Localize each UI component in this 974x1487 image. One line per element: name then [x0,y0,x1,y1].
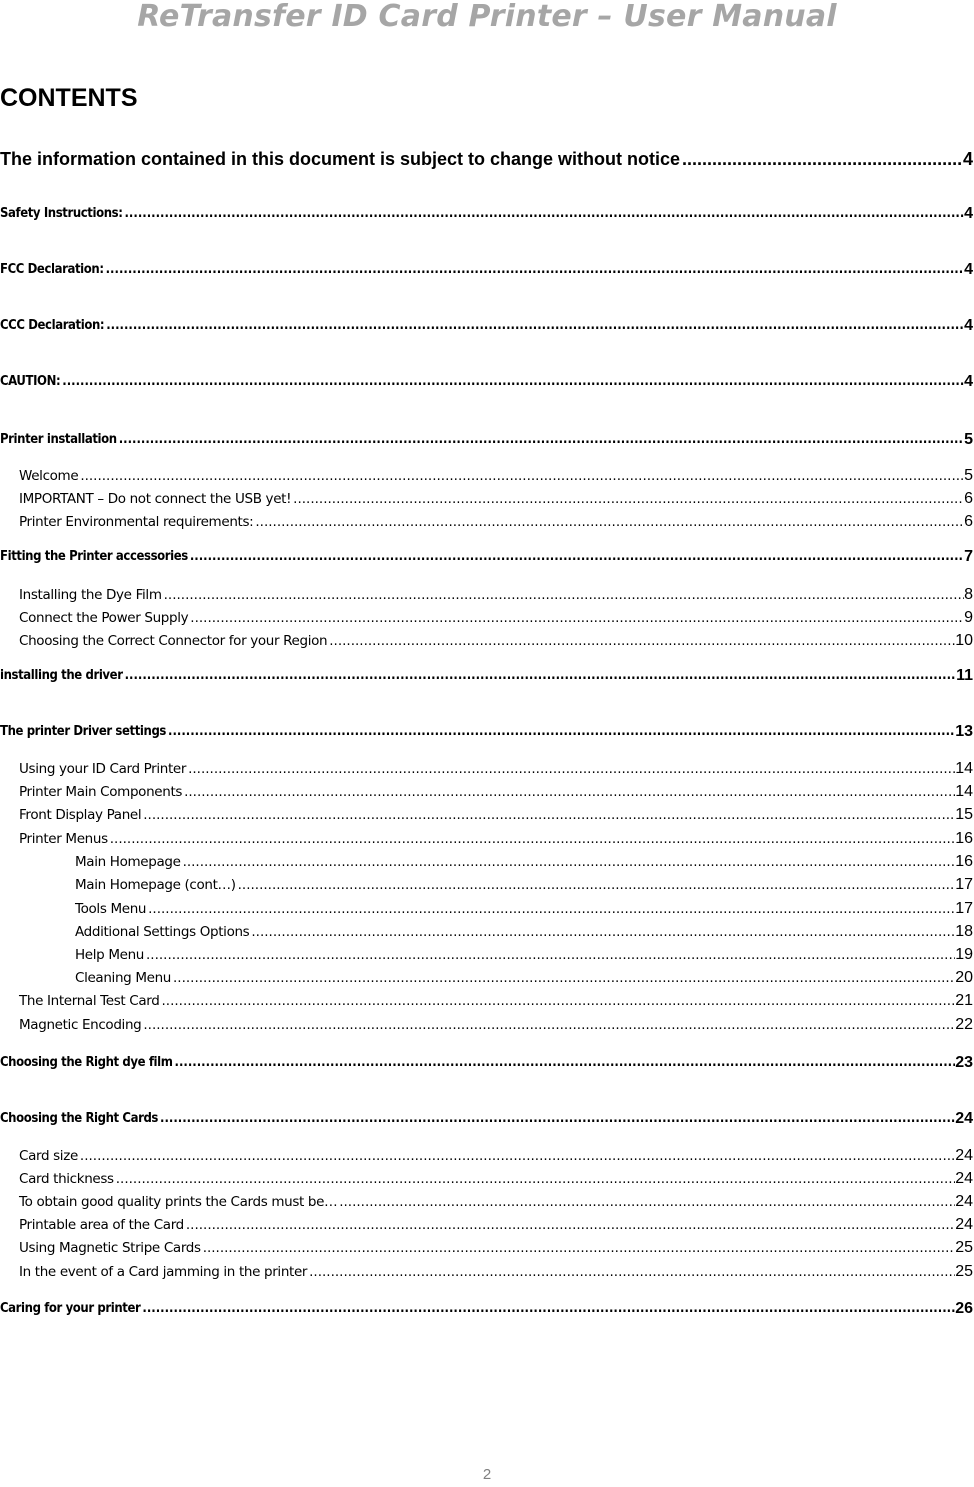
toc-entry-using-id-card-printer[interactable]: Using your ID Card Printer ..... 14 [0,760,973,778]
toc-entry-caution[interactable]: CAUTION: ..... 4 [0,373,973,391]
toc-entry-welcome[interactable]: Welcome ..... 5 [0,467,973,485]
toc-entry-tools-menu[interactable]: Tools Menu ..... 17 [0,900,973,918]
toc-entry-printable-area[interactable]: Printable area of the Card ..... 24 [0,1216,973,1234]
toc-entry-power-supply[interactable]: Connect the Power Supply ..... 9 [0,609,973,627]
toc-entry-main-components[interactable]: Printer Main Components ..... 14 [0,783,973,801]
page-number: 2 [482,1466,492,1483]
toc-entry-safety-instructions[interactable]: Safety Instructions: ..... 4 [0,205,973,223]
toc-entry-main-homepage-cont[interactable]: Main Homepage (cont…) ..... 17 [0,876,973,894]
toc-entry-correct-connector[interactable]: Choosing the Correct Connector for your Region ..... 10 [0,632,973,650]
toc-entry-printer-menus[interactable]: Printer Menus ..... 16 [0,830,973,848]
toc-entry-right-cards[interactable]: Choosing the Right Cards ..... 24 [0,1110,973,1128]
toc-entry-card-size[interactable]: Card size ..... 24 [0,1147,973,1165]
toc-entry-main-homepage[interactable]: Main Homepage ..... 16 [0,853,973,871]
toc-entry-front-display-panel[interactable]: Front Display Panel ..... 15 [0,806,973,824]
toc-entry-driver-settings[interactable]: The printer Driver settings ..... 13 [0,723,973,741]
document-header-title: ReTransfer ID Card Printer – User Manual [137,0,837,34]
toc-entry-caring-for-printer[interactable]: Caring for your printer ..... 26 [0,1300,973,1318]
toc-entry-card-thickness[interactable]: Card thickness ..... 24 [0,1170,973,1188]
toc-entry-fcc-declaration[interactable]: FCC Declaration: ..... 4 [0,261,973,279]
toc-entry-right-dye-film[interactable]: Choosing the Right dye film ..... 23 [0,1054,973,1072]
toc-entry-environmental-requirements[interactable]: Printer Environmental requirements: ..... 6 [0,513,973,531]
toc-entry-magnetic-encoding[interactable]: Magnetic Encoding ..... 22 [0,1016,973,1034]
toc-entry-disclaimer[interactable]: The information contained in this document is subject to change without notice ..... 4 [0,148,973,170]
toc-entry-installing-driver[interactable]: installing the driver ..... 11 [0,667,973,685]
toc-entry-installing-dye-film[interactable]: Installing the Dye Film ..... 8 [0,586,973,604]
toc-entry-ccc-declaration[interactable]: CCC Declaration: ..... 4 [0,317,973,335]
toc-entry-card-jamming[interactable]: In the event of a Card jamming in the printer ..... 25 [0,1263,973,1281]
toc-entry-help-menu[interactable]: Help Menu ..... 19 [0,946,973,964]
toc-entry-printer-installation[interactable]: Printer installation ..... 5 [0,431,973,449]
toc-entry-good-quality-prints[interactable]: To obtain good quality prints the Cards must be… ..... 24 [0,1193,973,1211]
toc-entry-additional-settings[interactable]: Additional Settings Options ..... 18 [0,923,973,941]
toc-entry-internal-test-card[interactable]: The Internal Test Card ..... 21 [0,992,973,1010]
toc-entry-magnetic-stripe-cards[interactable]: Using Magnetic Stripe Cards ..... 25 [0,1239,973,1257]
toc-entry-fitting-accessories[interactable]: Fitting the Printer accessories ..... 7 [0,548,973,566]
contents-heading: CONTENTS [0,84,138,112]
toc-entry-cleaning-menu[interactable]: Cleaning Menu ..... 20 [0,969,973,987]
toc-entry-important-usb[interactable]: IMPORTANT – Do not connect the USB yet! ..... 6 [0,490,973,508]
